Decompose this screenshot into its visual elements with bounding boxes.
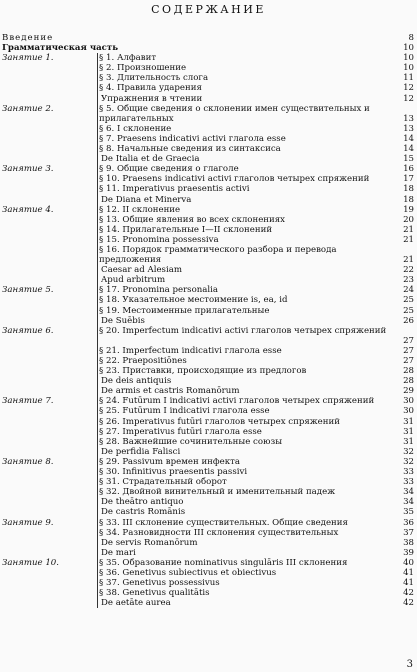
entry-title: De deis antiquis: [101, 376, 172, 387]
toc-entry: [2, 245, 414, 265]
entry-title: § 35. Образование nominativus singulāris III склонения: [99, 557, 348, 568]
toc-entry: [2, 265, 414, 275]
section-bracket: [97, 467, 98, 477]
entry-page-number: 29: [403, 386, 414, 397]
lesson-label: Занятие 9.: [2, 517, 54, 528]
entry-title: § 28. Важнейшие сочинительные союзы: [99, 436, 283, 447]
section-bracket: [97, 154, 98, 164]
section-bracket: [97, 205, 98, 215]
entry-page-number: 42: [403, 588, 414, 599]
entry-page-number: 22: [403, 265, 414, 276]
section-bracket: [97, 245, 98, 265]
section-bracket: [97, 295, 98, 305]
entry-title: Введение: [2, 33, 54, 43]
entry-page-number: 34: [403, 487, 414, 498]
section-bracket: [97, 487, 98, 497]
toc-entry: [2, 518, 414, 528]
toc-entry: [2, 548, 414, 558]
entry-title: Caesar ad Alesiam: [101, 265, 182, 276]
section-bracket: [97, 548, 98, 558]
entry-title: § 24. Futūrum I indicativi activi глаголов четырех спряжений: [99, 396, 375, 407]
toc-entry: [2, 154, 414, 164]
entry-title: § 21. Imperfectum indicativi глагола esse: [99, 345, 282, 356]
section-bracket: [97, 518, 98, 528]
entry-title: § 10. Praesens indicativi activi глаголов четырех спряжений: [99, 174, 370, 185]
entry-page-number: 27: [403, 345, 414, 356]
entry-page-number: 14: [403, 133, 414, 144]
toc-entry: [2, 33, 414, 43]
section-bracket: [97, 538, 98, 548]
entry-page-number: 10: [403, 43, 414, 54]
entry-page-number: 20: [403, 214, 414, 225]
entry-title: § 37. Genetivus possessivus: [99, 578, 220, 589]
entry-page-number: 12: [403, 93, 414, 104]
entry-page-number: 27: [403, 335, 414, 346]
entry-page-number: 31: [403, 426, 414, 437]
entry-page-number: 42: [403, 598, 414, 609]
entry-title: De Italia et de Graecia: [101, 154, 200, 165]
entry-title: § 36. Genetivus subiectivus et obiectivus: [99, 567, 277, 578]
entry-title: § 9. Общие сведения о глаголе: [99, 164, 239, 175]
entry-title: § 33. III склонение существительных. Общие сведения: [99, 517, 348, 528]
section-bracket: [97, 457, 98, 467]
entry-page-number: 40: [403, 557, 414, 568]
toc-entry: [2, 174, 414, 184]
section-bracket: [97, 184, 98, 194]
section-bracket: [97, 104, 98, 124]
section-bracket: [97, 215, 98, 225]
toc-entry: [2, 477, 414, 487]
section-bracket: [97, 134, 98, 144]
entry-page-number: 13: [403, 123, 414, 134]
section-bracket: [97, 164, 98, 174]
toc-entry: [2, 528, 414, 538]
toc-entry: [2, 598, 414, 608]
entry-page-number: 27: [403, 356, 414, 366]
entry-title: § 15. Pronomina possessiva: [99, 234, 219, 245]
entry-page-number: 21: [403, 234, 414, 245]
entry-page-number: 25: [403, 295, 414, 306]
entry-title: § 12. II склонение: [99, 204, 181, 215]
section-bracket: [97, 396, 98, 406]
entry-page-number: 32: [403, 456, 414, 467]
toc-entry: [2, 406, 414, 416]
entry-page-number: 26: [403, 315, 414, 326]
entry-page-number: 16: [403, 164, 414, 175]
entry-page-number: 35: [403, 507, 414, 518]
toc-entry: [2, 437, 414, 447]
lesson-label: Занятие 3.: [2, 164, 54, 175]
entry-page-number: 10: [403, 53, 414, 64]
section-bracket: [97, 225, 98, 235]
entry-title: Упражнения в чтении: [101, 93, 203, 104]
section-bracket: [97, 528, 98, 538]
entry-title: § 11. Imperativus praesentis activi: [99, 184, 250, 195]
entry-title: § 22. Praepositiōnes: [99, 356, 187, 366]
entry-page-number: 31: [403, 436, 414, 447]
section-bracket: [97, 94, 98, 104]
entry-title: § 16. Порядок грамматического разбора и перевода предложения: [99, 244, 337, 266]
toc-list: [2, 33, 414, 608]
entry-page-number: 34: [403, 497, 414, 508]
section-bracket: [97, 386, 98, 396]
toc-entry: [2, 346, 414, 356]
entry-title: § 19. Местоименные прилагательные: [99, 305, 270, 316]
toc-entry: [2, 295, 414, 305]
toc-entry: [2, 427, 414, 437]
entry-page-number: 14: [403, 144, 414, 155]
section-bracket: [97, 477, 98, 487]
entry-page-number: 41: [403, 567, 414, 578]
toc-entry: [2, 306, 414, 316]
entry-page-number: 25: [403, 305, 414, 316]
entry-title: § 1. Алфавит: [99, 53, 157, 64]
toc-entry: [2, 63, 414, 73]
section-bracket: [97, 417, 98, 427]
toc-entry: [2, 104, 414, 124]
toc-entry: [2, 558, 414, 568]
entry-page-number: 12: [403, 83, 414, 94]
toc-entry: [2, 184, 414, 194]
entry-title: De castris Romānis: [101, 507, 186, 518]
section-bracket: [97, 427, 98, 437]
section-bracket: [97, 83, 98, 93]
entry-page-number: 18: [403, 184, 414, 195]
entry-page-number: 19: [403, 204, 414, 215]
entry-page-number: 31: [403, 416, 414, 427]
toc-entry: [2, 386, 414, 396]
section-bracket: [97, 406, 98, 416]
toc-entry: [2, 53, 414, 63]
entry-page-number: 32: [403, 446, 414, 457]
entry-title: Apud arbitrum: [101, 275, 166, 286]
entry-page-number: 11: [403, 73, 414, 84]
entry-page-number: 24: [403, 285, 414, 296]
entry-page-number: 23: [403, 275, 414, 286]
entry-page-number: 15: [403, 154, 414, 165]
entry-page-number: 37: [403, 527, 414, 538]
section-bracket: [97, 598, 98, 608]
toc-entry: [2, 235, 414, 245]
entry-title: § 6. I склонение: [99, 123, 172, 134]
entry-page-number: 39: [403, 547, 414, 558]
entry-page-number: 13: [403, 113, 414, 124]
toc-entry: [2, 417, 414, 427]
entry-page-number: 10: [403, 63, 414, 74]
toc-entry: [2, 538, 414, 548]
lesson-label: Занятие 2.: [2, 103, 54, 114]
entry-title: § 26. Imperativus futūri глаголов четырех спряжений: [99, 416, 340, 427]
toc-entry: [2, 83, 414, 93]
toc-entry: [2, 326, 414, 346]
entry-title: De mari: [101, 547, 136, 558]
entry-title: § 29. Passivum времен инфекта: [99, 456, 240, 467]
toc-entry: [2, 94, 414, 104]
toc-entry: [2, 124, 414, 134]
lesson-label: Занятие 7.: [2, 396, 54, 407]
entry-page-number: 30: [403, 406, 414, 417]
entry-page-number: 36: [403, 517, 414, 528]
entry-title: § 8. Начальные сведения из синтаксиса: [99, 144, 281, 155]
toc-entry: [2, 144, 414, 154]
section-bracket: [97, 53, 98, 63]
toc-entry: [2, 205, 414, 215]
toc-entry: [2, 195, 414, 205]
entry-page-number: 28: [403, 376, 414, 387]
toc-entry: [2, 275, 414, 285]
entry-title: Грамматическая часть: [2, 43, 119, 54]
entry-title: § 5. Общие сведения о склонении имен существительных и прилагательных: [99, 103, 370, 124]
section-bracket: [97, 356, 98, 366]
entry-page-number: 30: [403, 396, 414, 407]
section-bracket: [97, 306, 98, 316]
toc-entry: [2, 43, 414, 53]
section-bracket: [97, 437, 98, 447]
entry-page-number: 38: [403, 537, 414, 548]
entry-title: § 38. Genetivus qualitātis: [99, 588, 210, 599]
lesson-label: Занятие 4.: [2, 204, 54, 215]
entry-title: § 4. Правила ударения: [99, 83, 202, 94]
lesson-label: Занятие 8.: [2, 456, 54, 467]
entry-page-number: 21: [403, 255, 414, 266]
section-bracket: [97, 507, 98, 517]
section-bracket: [97, 174, 98, 184]
toc-entry: [2, 215, 414, 225]
toc-entry: [2, 356, 414, 366]
section-bracket: [97, 497, 98, 507]
entry-title: § 3. Длительность слога: [99, 73, 209, 84]
toc-entry: [2, 497, 414, 507]
toc-entry: [2, 285, 414, 295]
entry-title: De theātro antiquo: [101, 497, 184, 508]
section-bracket: [97, 144, 98, 154]
toc-entry: [2, 225, 414, 235]
toc-entry: [2, 447, 414, 457]
toc-entry: [2, 467, 414, 477]
entry-title: § 18. Указательное местоимение is, ea, id: [99, 295, 288, 306]
entry-page-number: 18: [403, 194, 414, 205]
lesson-label: Занятие 5.: [2, 285, 54, 296]
entry-page-number: 8: [408, 33, 414, 43]
section-bracket: [97, 366, 98, 376]
section-bracket: [97, 265, 98, 275]
page-title: СОДЕРЖАНИЕ: [151, 3, 266, 16]
section-bracket: [97, 558, 98, 568]
entry-title: § 17. Pronomina personalia: [99, 285, 219, 296]
toc-entry: [2, 568, 414, 578]
toc-entry: [2, 457, 414, 467]
lesson-label: Занятие 1.: [2, 53, 54, 64]
entry-title: § 34. Разновидности III склонения существительных: [99, 527, 339, 538]
entry-title: § 32. Двойной винительный и именительный падеж: [99, 487, 336, 498]
toc-entry: [2, 366, 414, 376]
section-bracket: [97, 63, 98, 73]
section-bracket: [97, 578, 98, 588]
entry-title: § 31. Страдательный оборот: [99, 477, 227, 488]
section-bracket: [97, 447, 98, 457]
entry-title: § 13. Общие явления во всех склонениях: [99, 214, 286, 225]
section-bracket: [97, 73, 98, 83]
section-bracket: [97, 376, 98, 386]
toc-entry: [2, 507, 414, 517]
section-bracket: [97, 346, 98, 356]
section-bracket: [97, 235, 98, 245]
section-bracket: [97, 588, 98, 598]
entry-title: De Diana et Minerva: [101, 194, 192, 205]
toc-entry: [2, 73, 414, 83]
entry-title: De aetāte aurea: [101, 598, 171, 609]
entry-page-number: 33: [403, 477, 414, 488]
entry-title: § 7. Praesens indicativi activi глагола esse: [99, 133, 286, 144]
toc-entry: [2, 164, 414, 174]
entry-title: § 20. Imperfectum indicativi activi глаголов четырех спряжений: [99, 325, 387, 336]
lesson-label: Занятие 6.: [2, 325, 54, 336]
toc-entry: [2, 376, 414, 386]
toc-entry: [2, 588, 414, 598]
entry-title: De perfidia Falisci: [101, 446, 181, 457]
section-bracket: [97, 316, 98, 326]
entry-title: De armis et castris Romanōrum: [101, 386, 240, 397]
entry-page-number: 17: [403, 174, 414, 185]
entry-title: De Suēbis: [101, 315, 145, 326]
entry-title: § 23. Приставки, происходящие из предлогов: [99, 366, 307, 377]
section-bracket: [97, 285, 98, 295]
toc-entry: [2, 316, 414, 326]
entry-title: De servis Romanōrum: [101, 537, 198, 548]
toc-entry: [2, 134, 414, 144]
entry-title: § 2. Произношение: [99, 63, 187, 74]
entry-page-number: 28: [403, 366, 414, 377]
section-bracket: [97, 568, 98, 578]
entry-page-number: 41: [403, 578, 414, 589]
toc-entry: [2, 578, 414, 588]
entry-title: § 25. Futūrum I indicativi глагола esse: [99, 406, 270, 417]
section-bracket: [97, 195, 98, 205]
entry-title: § 30. Infinitivus praesentis passivi: [99, 467, 248, 478]
entry-title: § 27. Imperativus futūri глагола esse: [99, 426, 262, 437]
page-number: 3: [406, 659, 413, 670]
section-bracket: [97, 326, 98, 346]
entry-title: § 14. Прилагательные I—II склонений: [99, 224, 273, 235]
lesson-label: Занятие 10.: [2, 557, 59, 568]
entry-page-number: 21: [403, 224, 414, 235]
section-bracket: [97, 275, 98, 285]
entry-page-number: 33: [403, 467, 414, 478]
section-bracket: [97, 124, 98, 134]
toc-entry: [2, 487, 414, 497]
toc-entry: [2, 396, 414, 406]
